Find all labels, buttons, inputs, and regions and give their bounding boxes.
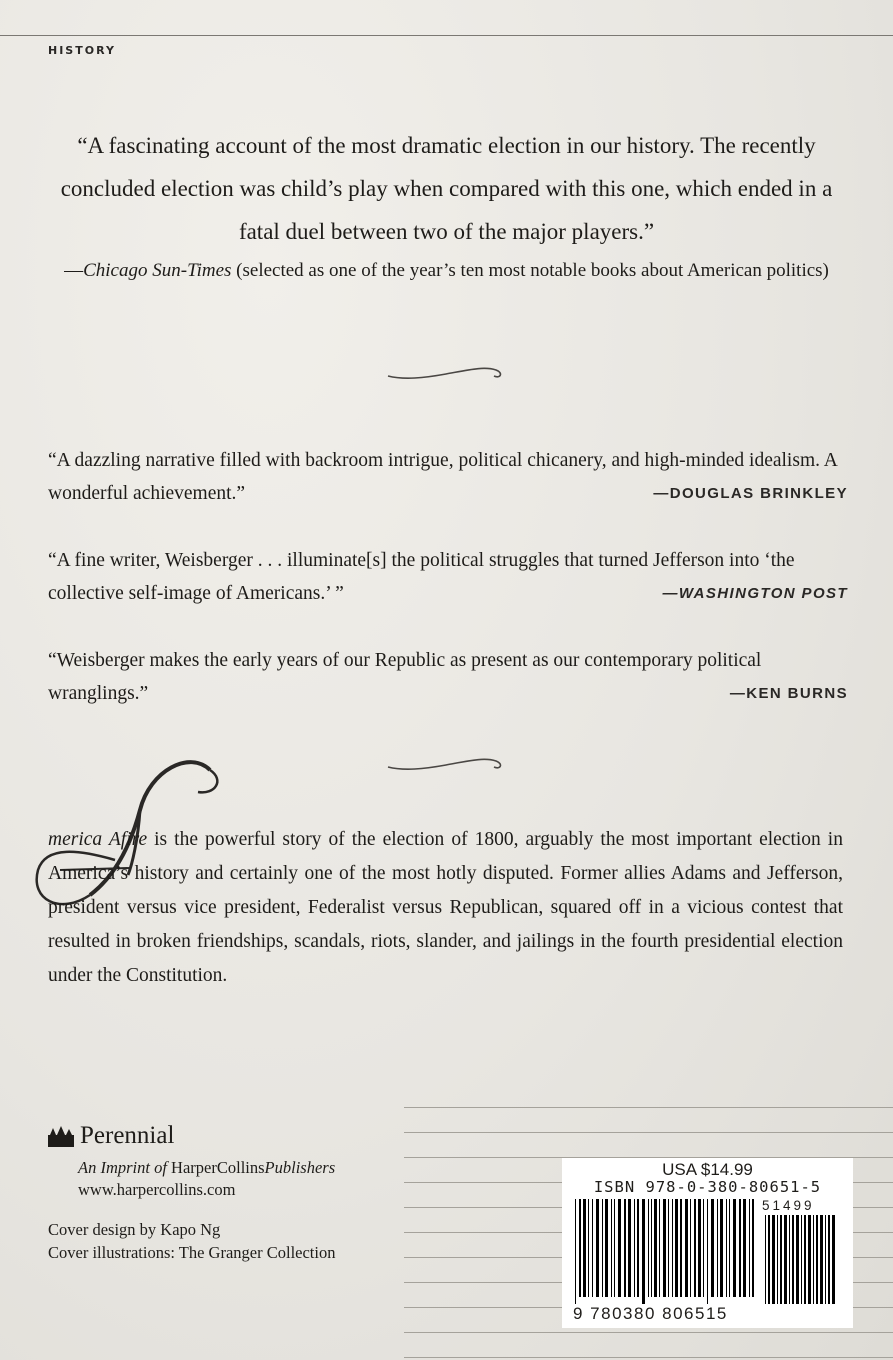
summary-lead-in: merica Afire	[48, 829, 148, 850]
barcode-supplement-bar	[777, 1215, 778, 1304]
barcode-bar	[596, 1199, 599, 1297]
barcode-box	[562, 1158, 853, 1328]
publisher-website: www.harpercollins.com	[78, 1180, 236, 1199]
barcode-supplement-bar	[832, 1215, 835, 1304]
barcode-bar	[651, 1199, 652, 1297]
book-summary	[48, 823, 843, 993]
barcode-bar	[611, 1199, 612, 1297]
barcode-bar	[685, 1199, 688, 1297]
barcode-supplement-bar	[792, 1215, 794, 1304]
barcode-bar	[588, 1199, 589, 1297]
barcode-bar	[592, 1199, 593, 1297]
category-label: HISTORY	[48, 44, 116, 57]
publisher-name: Perennial	[80, 1122, 175, 1149]
publisher-imprint	[78, 1157, 335, 1201]
barcode-bar	[583, 1199, 586, 1297]
barcode-bar	[575, 1199, 576, 1304]
lead-review-attribution: —Chicago Sun-Times (selected as one of the year’s ten most notable books about American politics)	[64, 260, 829, 281]
blurb-attribution: —WASHINGTON POST	[662, 585, 848, 602]
barcode-bar	[703, 1199, 704, 1297]
harper-fire-and-water-icon	[48, 1125, 74, 1147]
barcode-supplement-bar	[765, 1215, 766, 1304]
imprint-suffix: Publishers	[264, 1158, 336, 1177]
barcode-supplement-bar	[808, 1215, 811, 1304]
blurb-washington-post	[48, 544, 848, 610]
barcode-bars	[573, 1199, 838, 1304]
barcode-bar	[642, 1199, 645, 1304]
barcode-bar	[628, 1199, 631, 1297]
barcode-bar	[690, 1199, 691, 1297]
ornament-flourish-icon	[384, 753, 508, 775]
barcode-supplement-bar	[813, 1215, 814, 1304]
barcode-bar	[711, 1199, 714, 1297]
blurb-brinkley	[48, 444, 848, 510]
blurb-attribution: —KEN BURNS	[729, 685, 848, 702]
barcode-bar	[637, 1199, 639, 1297]
barcode-supplement-bar	[768, 1215, 770, 1304]
barcode-bar	[717, 1199, 718, 1297]
barcode-supplement-bar	[796, 1215, 799, 1304]
blurb-quote: “Weisberger makes the early years of our Republic as present as our contemporary political wranglings.”	[48, 650, 762, 704]
barcode-bar	[733, 1199, 736, 1297]
top-rule	[0, 35, 893, 36]
blurb-burns	[48, 644, 848, 710]
publisher-logo	[48, 1122, 174, 1150]
isbn-label: ISBN 978-0-380-80651-5	[593, 1178, 822, 1196]
barcode-bar	[672, 1199, 673, 1297]
barcode-supplement-bar	[804, 1215, 806, 1304]
barcode-bar	[752, 1199, 754, 1297]
blurb-attribution: —DOUGLAS BRINKLEY	[653, 485, 848, 502]
barcode-bar	[614, 1199, 615, 1297]
barcode-bar	[654, 1199, 657, 1297]
blurb-quote: “A dazzling narrative filled with backroom intrigue, political chicanery, and high-minded idealism. A wonderful achievement.”	[48, 450, 837, 504]
barcode-bar	[675, 1199, 678, 1297]
barcode-bar	[726, 1199, 727, 1297]
lead-review-source: Chicago Sun-Times	[83, 260, 232, 281]
price-label: USA $14.99	[662, 1160, 753, 1179]
barcode-bar	[720, 1199, 723, 1297]
cover-credits	[48, 1218, 335, 1264]
barcode-bar	[659, 1199, 660, 1297]
barcode-bar	[694, 1199, 696, 1297]
barcode-bar	[668, 1199, 669, 1297]
barcode-supplement-bar	[772, 1215, 775, 1304]
credit-illustrations: Cover illustrations: The Granger Collection	[48, 1243, 336, 1262]
barcode-bar	[698, 1199, 701, 1297]
barcode-supplement-bar	[828, 1215, 830, 1304]
barcode-supplement-bar	[784, 1215, 787, 1304]
barcode-supplement-bar	[780, 1215, 782, 1304]
barcode-bar	[729, 1199, 730, 1297]
barcode-bar	[634, 1199, 635, 1297]
summary-body: is the powerful story of the election of 1800, arguably the most important election in America’s history and certainly one of the most hotly disputed. Former allies Adams and Jefferson, president versus vice president, Federalist versus Republican, squared off in a vicious contest that resulted in broken friendships, scandals, riots, slander, and jailings in the fourth presidential election under the Constitution.	[48, 829, 843, 986]
lead-review-quote: “A fascinating account of the most dramatic election in our history. The recently concluded election was child’s play when compared with this one, which ended in a fatal duel between two of the major players.”	[60, 133, 833, 244]
barcode-bar	[648, 1199, 649, 1297]
barcode-bar	[749, 1199, 750, 1297]
lead-review-note: (selected as one of the year’s ten most notable books about American politics)	[236, 260, 829, 281]
barcode-bar	[579, 1199, 581, 1297]
barcode-bar	[624, 1199, 626, 1297]
imprint-house: HarperCollins	[171, 1158, 265, 1177]
barcode-supplement-bar	[789, 1215, 790, 1304]
credit-design: Cover design by Kapo Ng	[48, 1220, 221, 1239]
barcode-bar	[663, 1199, 666, 1297]
barcode-supplement-bar	[825, 1215, 826, 1304]
barcode-supplement-bar	[801, 1215, 802, 1304]
barcode-supplement: 51499	[762, 1198, 815, 1213]
barcode-bar	[680, 1199, 682, 1297]
barcode-supplement-bar	[820, 1215, 823, 1304]
barcode-bar	[739, 1199, 741, 1297]
barcode-bar	[618, 1199, 621, 1297]
ornament-flourish-icon	[384, 362, 508, 384]
imprint-prefix: An Imprint of	[78, 1158, 167, 1177]
blurb-quote: “A fine writer, Weisberger . . . illuminate[s] the political struggles that turned Jefferson into ‘the collective self-image of Americans.’ ”	[48, 550, 795, 604]
barcode-supplement-bar	[816, 1215, 818, 1304]
barcode-bar	[743, 1199, 746, 1297]
barcode-ean: 9 780380 806515	[573, 1304, 728, 1323]
barcode-bar	[707, 1199, 708, 1304]
barcode-bar	[605, 1199, 608, 1297]
barcode-bar	[602, 1199, 603, 1297]
